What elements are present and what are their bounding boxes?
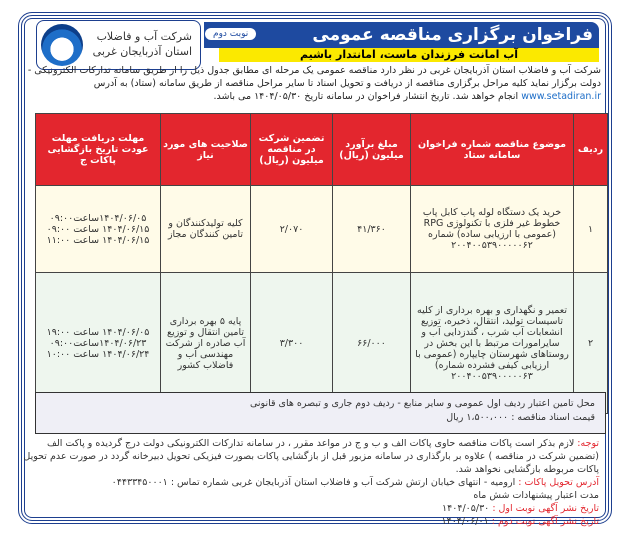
cell-guarantee: ۳/۳۰۰ (251, 273, 333, 414)
pub2-label: تاریخ نشر آگهی نوبت دوم : (491, 516, 599, 527)
motto-bar: آب امانت فرزندان ماست، امانتدار باشیم (219, 48, 599, 62)
org-logo-box (36, 20, 201, 70)
address-text: ارومیه - انتهای خیابان ارتش شرکت آب و فاضلاب استان آذربایجان غربی شماره تماس : ۰۴۴۳۳۴۵۰۰۰۱ (111, 477, 516, 488)
date-return: ۱۴۰۴/۰۶/۲۳ساعت۰۹:۰۰ (49, 337, 147, 349)
date-return: ۱۴۰۴/۰۶/۱۵ ساعت ۰۹:۰۰ (46, 223, 150, 235)
pub1-date: ۱۴۰۴/۰۵/۳۰ (442, 503, 490, 514)
validity-line: مدت اعتبار پیشنهادات شش ماه (473, 490, 599, 501)
document-price: قیمت اسناد مناقصه : ۱،۵۰۰،۰۰۰ ریال (446, 412, 595, 423)
date-receive: ۱۴۰۴/۰۶/۰۵ ساعت ۱۹:۰۰ (46, 326, 150, 338)
org-name (93, 29, 192, 59)
table-row (36, 186, 608, 273)
setadiran-link[interactable]: www.setadiran.ir (521, 91, 601, 102)
org-name-line1: شرکت آب و فاضلاب (96, 30, 192, 43)
date-opening: ۱۴۰۴/۰۶/۲۴ ساعت ۱۰:۰۰ (46, 348, 150, 360)
col-guarantee: تضمین شرکت در مناقصه میلیون (ریال) (251, 114, 333, 186)
cell-estimate: ۶۶/۰۰۰ (333, 273, 411, 414)
page-title: فراخوان برگزاری مناقصه عمومی (204, 22, 599, 48)
tender-table (35, 113, 608, 414)
cell-qualification: کلیه تولیدکنندگان و تامین کنندگان مجاز (161, 186, 251, 273)
cell-no: ۲ (574, 273, 608, 414)
cell-subject: خرید یک دستگاه لوله پاب کابل پاب خطوط غیر فلزی با تکنولوژی RPG (عمومی با ارزیابی ساده) شماره ۲۰۰۴۰۰۵۳۹۰۰۰۰۰۶۲ (411, 186, 574, 273)
col-deadlines: مهلت دریافت مهلت عودت تاریخ بازگشایی پاکات ج (36, 114, 161, 186)
funding-source: محل تامین اعتبار ردیف اول عمومی و سایر منابع - ردیف دوم جاری و تبصره های قانونی (249, 398, 595, 409)
note-text: لازم بذکر است پاکات مناقصه حاوی پاکات الف و ب و ج در مواعد مقرر ، در سامانه تدارکات الکترونیکی دولت درج گردیده و پاکت الف (تضمین شرکت در مناقصه ) علاوه بر بارگذاری در سامانه مزبور قبل از بازگشایی پاکات بصورت فیزیکی تحویل دبیرخانه گردد در صورت عدم تحویل پاکات مربوطه بازگشایی نخواهد شد. (23, 438, 599, 475)
col-estimate: مبلغ برآورد میلیون (ریال) (333, 114, 411, 186)
org-name-line2: استان آذربایجان غربی (92, 45, 192, 58)
col-row: ردیف (574, 114, 608, 186)
intro-body: شرکت آب و فاضلاب استان آذربایجان غربی در نظر دارد مناقصه عمومی یک مرحله ای مطابق جدول ذیل را از طریق سامانه تدارکات الکترونیکی - دولت برگزار نماید کلیه مراحل برگزاری مناقصه از دریافت و تحویل اسناد تا سایر مراحل مناقصه از طریق سامانه (ستاد) به آدرس (27, 65, 601, 89)
intro-body-2: انجام خواهد شد. تاریخ انتشار فراخوان در سامانه تاریخ ۱۴۰۴/۰۵/۳۰ می باشد. (213, 91, 519, 102)
intro-text (19, 64, 601, 103)
cell-subject: تعمیر و نگهداری و بهره برداری از کلیه تاسیسات تولید، انتقال، ذخیره، توزیع انشعابات آب شرب ، گندزدایی آب و سایرامورات مرتبط با این بخش در روستاهای شهرستان چایپاره (عمومی با ارزیابی کیفی فشرده شماره) ۲۰۰۴۰۰۵۳۹۰۰۰۰۰۶۳ (411, 273, 574, 414)
notes (14, 437, 599, 528)
water-logo-icon (41, 24, 83, 66)
date-receive: ۱۴۰۴/۰۶/۰۵ساعت۰۹:۰۰ (49, 212, 147, 224)
cell-guarantee: ۲/۰۷۰ (251, 186, 333, 273)
note-label: توجه: (577, 438, 599, 449)
pub2-line (14, 515, 599, 528)
pub2-date: ۱۴۰۴/۰۶/۰۱ (441, 516, 489, 527)
address-line (14, 476, 599, 489)
round-badge: نوبت دوم (205, 28, 256, 40)
table-header (36, 114, 608, 186)
col-qualification: صلاحیت های مورد نیاز (161, 114, 251, 186)
cell-no: ۱ (574, 186, 608, 273)
cell-estimate: ۴۱/۳۶۰ (333, 186, 411, 273)
funding-box (35, 392, 606, 434)
col-subject: موضوع مناقصه شماره فراخوان سامانه ستاد (411, 114, 574, 186)
note-paragraph (14, 437, 599, 476)
cell-qualification: پایه ۵ بهره برداری تامین انتقال و توزیع آب صادره از شرکت مهندسی آب و فاضلاب کشور (161, 273, 251, 414)
pub1-label: تاریخ نشر آگهی نوبت اول : (492, 503, 599, 514)
date-opening: ۱۴۰۴/۰۶/۱۵ ساعت ۱۱:۰۰ (46, 234, 150, 246)
cell-dates (36, 186, 161, 273)
pub1-line (14, 502, 599, 515)
address-label: آدرس تحویل پاکات : (518, 477, 599, 488)
